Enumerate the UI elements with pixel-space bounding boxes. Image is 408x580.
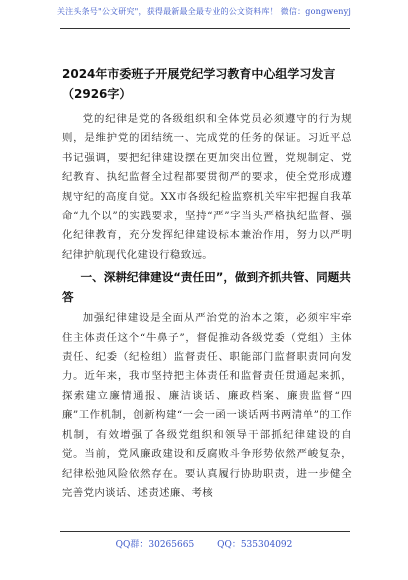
- document-title: 2024年市委班子开展党纪学习教育中心组学习发言（2926字）: [62, 67, 336, 101]
- footer-contact: [0, 537, 408, 550]
- footer-qq-group: QQ群：30265665: [115, 540, 195, 550]
- document-body: [62, 64, 352, 503]
- paragraph-intro: 党的纪律是党的各级组织和全体党员必须遵守的行为规则，是维护党的团结统一、完成党的任务的保证。习近平总书记强调，要把纪律建设摆在更加突出位置，党规制定、党纪教育、执纪监督全过程都要贯彻严的要求，使全党形成遵规守纪的高度自觉。XX市各级纪检监察机关牢牢把握自我革命“九个以”的实践要求，坚持“严”字当头严格执纪监督、强化纪律教育，充分发挥纪律建设标本兼治作用，努力以严明纪律护航现代化建设行稳致远。: [62, 113, 352, 261]
- paragraph-section-1: 加强纪律建设是全面从严治党的治本之策，必须牢牢牵住主体责任这个“牛鼻子”，督促推动各级党委（党组）主体责任、纪委（纪检组）监督责任、职能部门监督职责同向发力。近年来，我市坚持把主体责任和监督责任贯通起来抓，探索建立廉情通报、廉洁谈话、廉政档案、廉贵监督“四廉”工作机制，创新构建“一会一函一谈话两书两清单”的工作机制，有效增强了各级党组织和领导干部抓纪律建设的自觉。当前，党风廉政建设和反腐败斗争形势依然严峻复杂，纪律松弛风险依然存在。要认真履行协助职责，进一步健全完善党内谈话、述责述廉、考核: [62, 312, 352, 499]
- header-note: 关注头条号"公文研究"，获得最新最全最专业的公文资料库！ 微信：gongwenyj: [56, 7, 352, 16]
- section-heading-1: 一、深耕纪律建设“责任田”，做到齐抓共管、同题共答: [62, 270, 351, 305]
- footer-qq: QQ：535304092: [217, 540, 293, 550]
- bottom-divider: [60, 531, 350, 532]
- top-divider: [60, 28, 350, 29]
